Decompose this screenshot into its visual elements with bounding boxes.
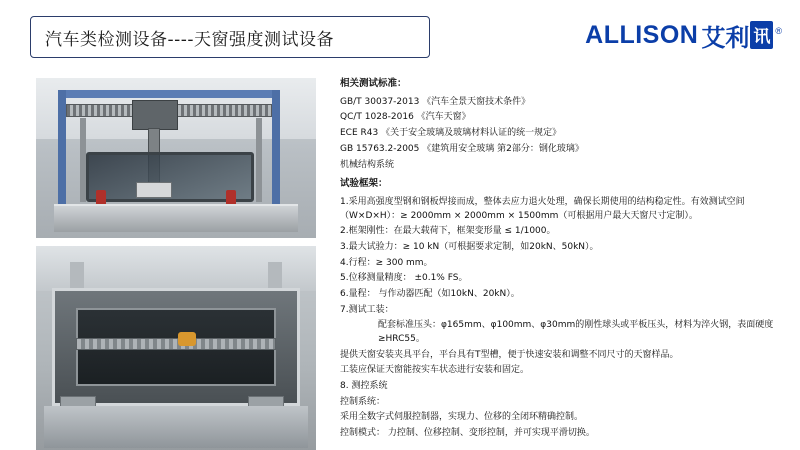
param-item: 6.量程： 与作动器匹配（如10kN、20kN）。	[340, 289, 520, 300]
control-heading: 8. 测控系统	[340, 381, 388, 392]
indenter-head	[136, 182, 172, 198]
machine-post-right	[256, 118, 262, 202]
param-item: 3.最大试验力：≥ 10 kN（可根据要求定制，如20kN、50kN）。	[340, 242, 599, 252]
param-item: 7.测试工装：	[340, 304, 394, 315]
param-item: 1.采用高强度型钢和钢板焊接而成，整体去应力退火处理，确保长期使用的结构稳定性。有效测试空间（W×D×H）：≥ 2000mm × 2000mm × 1500mm（可根据用户最大天窗尺寸定制）。	[340, 196, 745, 221]
machine-carriage	[132, 100, 178, 130]
slide-title-box	[30, 16, 430, 58]
control-item: 控制模式： 力控制、位移控制、变形控制，并可实现平滑切换。	[340, 428, 595, 439]
test-specimen	[178, 332, 196, 346]
standard-item: QC/T 1028-2016 《汽车天窗》	[340, 112, 471, 123]
logo-badge-icon: 讯	[750, 21, 773, 49]
brand-logo	[585, 18, 782, 52]
fixture-base	[44, 406, 308, 448]
standard-item: ECE R43 《关于安全玻璃及玻璃材料认证的统一规定》	[340, 128, 562, 139]
fixture-note: 配套标准压头：φ165mm、φ100mm、φ30mm的刚性球头或平板压头，材料为淬火钢，表面硬度≥HRC55。	[378, 320, 774, 345]
standard-item: GB/T 30037-2013 《汽车全景天窗技术条件》	[340, 96, 531, 107]
param-item: 5.位移测量精度： ±0.1% FS。	[340, 273, 468, 284]
fixture-cross-bar	[76, 338, 276, 350]
fixture-note: 工装应保证天窗能按实车状态进行安装和固定。	[340, 365, 530, 376]
machine-frame-top	[58, 90, 280, 98]
fixture-note: 提供天窗安装夹具平台，平台具有T型槽，便于快速安装和调整不同尺寸的天窗样品。	[340, 349, 679, 360]
param-item: 4.行程：≥ 300 mm。	[340, 257, 433, 268]
param-item: 2.框架刚性：在最大载荷下，框架变形量 ≤ 1/1000。	[340, 226, 556, 237]
machine-table	[54, 204, 298, 232]
logo-wordmark: ALLISON	[585, 20, 699, 49]
logo-chinese-name: 艾利	[701, 23, 750, 52]
standards-heading: 相关测试标准：	[340, 78, 407, 89]
standard-item: 机械结构系统	[340, 159, 395, 170]
control-item: 采用全数字式伺服控制器，实现力、位移的全闭环精确控制。	[340, 412, 584, 423]
control-item: 控制系统：	[340, 396, 386, 407]
page-title: 汽车类检测设备----天窗强度测试设备	[45, 29, 335, 50]
params-heading: 试验框架：	[340, 178, 388, 190]
registered-trademark-icon: ®	[775, 26, 782, 36]
sunroof-strength-test-rig-photo	[36, 78, 316, 238]
sunroof-fixture-closeup-photo	[36, 246, 316, 450]
specification-text-column	[340, 78, 792, 443]
standard-item: GB 15763.2-2005 《建筑用安全玻璃 第2部分：钢化玻璃》	[340, 143, 584, 154]
